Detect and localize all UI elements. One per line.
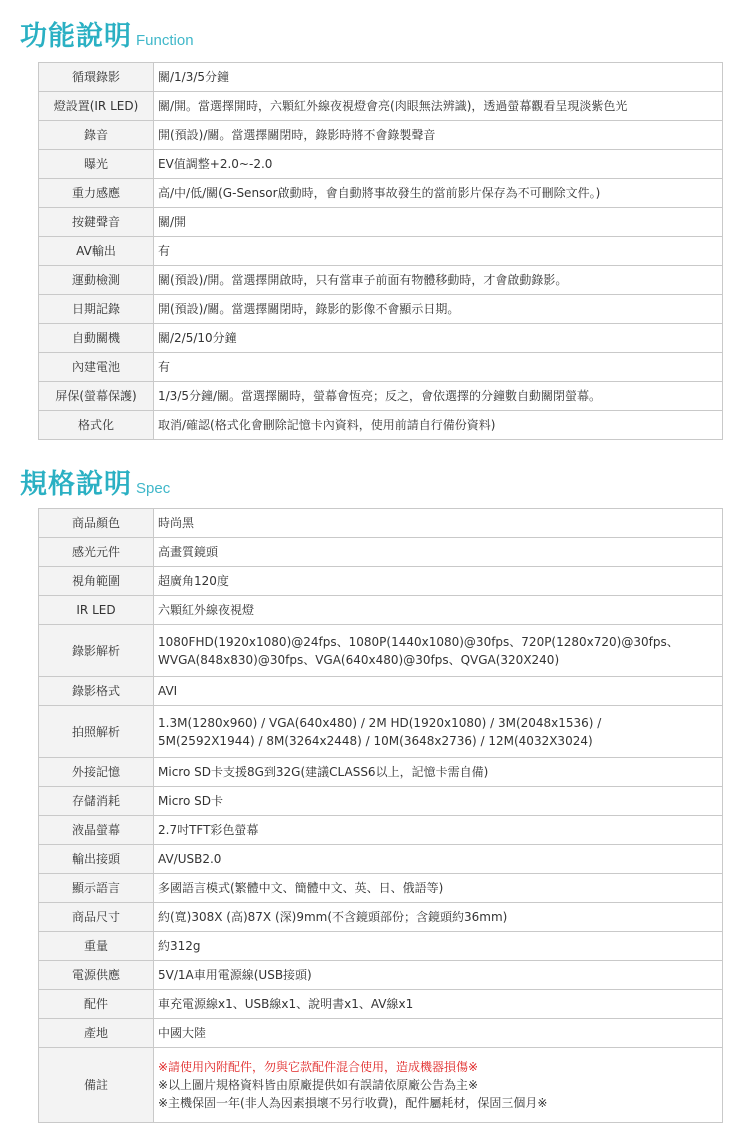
function-label: 屏保(螢幕保護) [39, 382, 154, 411]
function-label: AV輸出 [39, 237, 154, 266]
spec-value-line: 六顆紅外線夜視燈 [158, 603, 255, 617]
spec-label: 存儲消耗 [39, 787, 154, 816]
function-value: 開(預設)/關。當選擇關閉時，錄影時將不會錄製聲音 [154, 121, 723, 150]
spec-value [154, 845, 723, 874]
spec-value [154, 961, 723, 990]
spec-label: 配件 [39, 990, 154, 1019]
spec-label: 顯示語言 [39, 874, 154, 903]
function-value: 取消/確認(格式化會刪除記憶卡內資料，使用前請自行備份資料) [154, 411, 723, 440]
spec-value [154, 932, 723, 961]
spec-value-line: 5M(2592X1944) / 8M(3264x2448) / 10M(3648x2736) / 12M(4032X3024) [158, 733, 593, 748]
function-label: 重力感應 [39, 179, 154, 208]
function-row [39, 179, 723, 208]
spec-value [154, 816, 723, 845]
spec-row [39, 758, 723, 787]
spec-value-line: Micro SD卡 [158, 794, 223, 808]
spec-value [154, 1048, 723, 1123]
spec-value-line: 2.7吋TFT彩色螢幕 [158, 823, 259, 837]
spec-label: 重量 [39, 932, 154, 961]
spec-row [39, 961, 723, 990]
spec-row [39, 787, 723, 816]
function-row [39, 324, 723, 353]
function-row [39, 237, 723, 266]
function-value: 有 [154, 353, 723, 382]
function-value: 有 [154, 237, 723, 266]
spec-row [39, 990, 723, 1019]
spec-value [154, 903, 723, 932]
spec-value-line: 1.3M(1280x960) / VGA(640x480) / 2M HD(1920x1080) / 3M(2048x1536) / [158, 715, 602, 730]
function-value: EV值調整+2.0~-2.0 [154, 150, 723, 179]
function-label: 運動檢測 [39, 266, 154, 295]
spec-label: 感光元件 [39, 538, 154, 567]
spec-value-line: ※以上圖片規格資料皆由原廠提供如有誤請依原廠公告為主※ [158, 1078, 479, 1092]
spec-row [39, 509, 723, 538]
spec-value [154, 1019, 723, 1048]
spec-label: 輸出接頭 [39, 845, 154, 874]
spec-value-line: 時尚黑 [158, 516, 195, 530]
function-label: 曝光 [39, 150, 154, 179]
spec-value-line: 車充電源線x1、USB線x1、說明書x1、AV線x1 [158, 997, 414, 1011]
spec-value-line: AV/USB2.0 [158, 852, 222, 866]
spec-value-line: ※主機保固一年(非人為因素損壞不另行收費)，配件屬耗材，保固三個月※ [158, 1096, 548, 1110]
spec-row [39, 706, 723, 758]
function-row [39, 208, 723, 237]
spec-value-line: 1080FHD(1920x1080)@24fps、1080P(1440x1080)@30fps、720P(1280x720)@30fps、 [158, 634, 679, 649]
spec-value-line: 多國語言模式(繁體中文、簡體中文、英、日、俄語等) [158, 881, 444, 895]
spec-row [39, 625, 723, 677]
function-row [39, 63, 723, 92]
spec-label: 液晶螢幕 [39, 816, 154, 845]
function-title-zh: 功能說明 [20, 21, 132, 52]
function-value: 關/開 [154, 208, 723, 237]
spec-value [154, 787, 723, 816]
function-value: 關(預設)/開。當選擇開啟時，只有當車子前面有物體移動時，才會啟動錄影。 [154, 266, 723, 295]
spec-row [39, 845, 723, 874]
function-row [39, 266, 723, 295]
spec-row [39, 874, 723, 903]
spec-value-line: WVGA(848x830)@30fps、VGA(640x480)@30fps、QVGA(320X240) [158, 652, 560, 667]
spec-value [154, 625, 723, 677]
spec-value [154, 596, 723, 625]
function-value: 開(預設)/關。當選擇關閉時，錄影的影像不會顯示日期。 [154, 295, 723, 324]
spec-row [39, 567, 723, 596]
spec-value-line: 約(寬)308X (高)87X (深)9mm(不含鏡頭部份；含鏡頭約36mm) [158, 910, 508, 924]
function-label: 自動關機 [39, 324, 154, 353]
function-value: 1/3/5分鐘/關。當選擇關時，螢幕會恆亮；反之，會依選擇的分鐘數自動關閉螢幕。 [154, 382, 723, 411]
spec-value-line: 高畫質鏡頭 [158, 545, 219, 559]
spec-label: 錄影格式 [39, 677, 154, 706]
spec-value [154, 677, 723, 706]
spec-label: 拍照解析 [39, 706, 154, 758]
function-label: 日期記錄 [39, 295, 154, 324]
spec-value-line: ※請使用內附配件，勿與它款配件混合使用，造成機器損傷※ [158, 1060, 479, 1074]
function-value: 關/2/5/10分鐘 [154, 324, 723, 353]
spec-title-en: Spec [136, 480, 171, 497]
spec-value [154, 538, 723, 567]
function-value: 高/中/低/關(G-Sensor啟動時，會自動將事故發生的當前影片保存為不可刪除文件。) [154, 179, 723, 208]
function-label: 格式化 [39, 411, 154, 440]
function-label: 內建電池 [39, 353, 154, 382]
function-label: 循環錄影 [39, 63, 154, 92]
spec-label: 商品尺寸 [39, 903, 154, 932]
spec-label: 視角範圍 [39, 567, 154, 596]
spec-row [39, 538, 723, 567]
spec-label: 備註 [39, 1048, 154, 1123]
spec-value-line: 約312g [158, 939, 201, 953]
function-label: 按鍵聲音 [39, 208, 154, 237]
spec-row [39, 596, 723, 625]
spec-row [39, 903, 723, 932]
function-row [39, 121, 723, 150]
spec-value [154, 706, 723, 758]
spec-value-line: Micro SD卡支援8G到32G(建議CLASS6以上，記憶卡需自備) [158, 765, 489, 779]
function-label: 錄音 [39, 121, 154, 150]
spec-value [154, 874, 723, 903]
spec-value-line: 超廣角120度 [158, 574, 229, 588]
spec-row [39, 932, 723, 961]
spec-section-title [20, 462, 170, 501]
spec-row [39, 1019, 723, 1048]
spec-row [39, 816, 723, 845]
spec-value [154, 509, 723, 538]
function-row [39, 92, 723, 121]
spec-label: 電源供應 [39, 961, 154, 990]
spec-value [154, 567, 723, 596]
spec-label: IR LED [39, 596, 154, 625]
function-row [39, 382, 723, 411]
function-value: 關/1/3/5分鐘 [154, 63, 723, 92]
spec-value [154, 758, 723, 787]
function-section-title [20, 14, 194, 53]
function-title-en: Function [136, 32, 194, 49]
function-label: 燈設置(IR LED) [39, 92, 154, 121]
spec-value-line: 5V/1A車用電源線(USB接頭) [158, 968, 312, 982]
function-table [38, 62, 723, 440]
function-value: 關/開。當選擇開時，六顆紅外線夜視燈會亮(肉眼無法辨識)，透過螢幕觀看呈現淡紫色光 [154, 92, 723, 121]
spec-label: 商品顏色 [39, 509, 154, 538]
function-row [39, 411, 723, 440]
spec-value-line: AVI [158, 684, 178, 698]
spec-label: 錄影解析 [39, 625, 154, 677]
spec-table [38, 508, 723, 1123]
function-row [39, 295, 723, 324]
function-row [39, 353, 723, 382]
spec-row [39, 677, 723, 706]
spec-label: 外接記憶 [39, 758, 154, 787]
function-row [39, 150, 723, 179]
spec-label: 產地 [39, 1019, 154, 1048]
spec-title-zh: 規格說明 [20, 469, 132, 500]
spec-value [154, 990, 723, 1019]
spec-value-line: 中國大陸 [158, 1026, 207, 1040]
spec-row [39, 1048, 723, 1123]
